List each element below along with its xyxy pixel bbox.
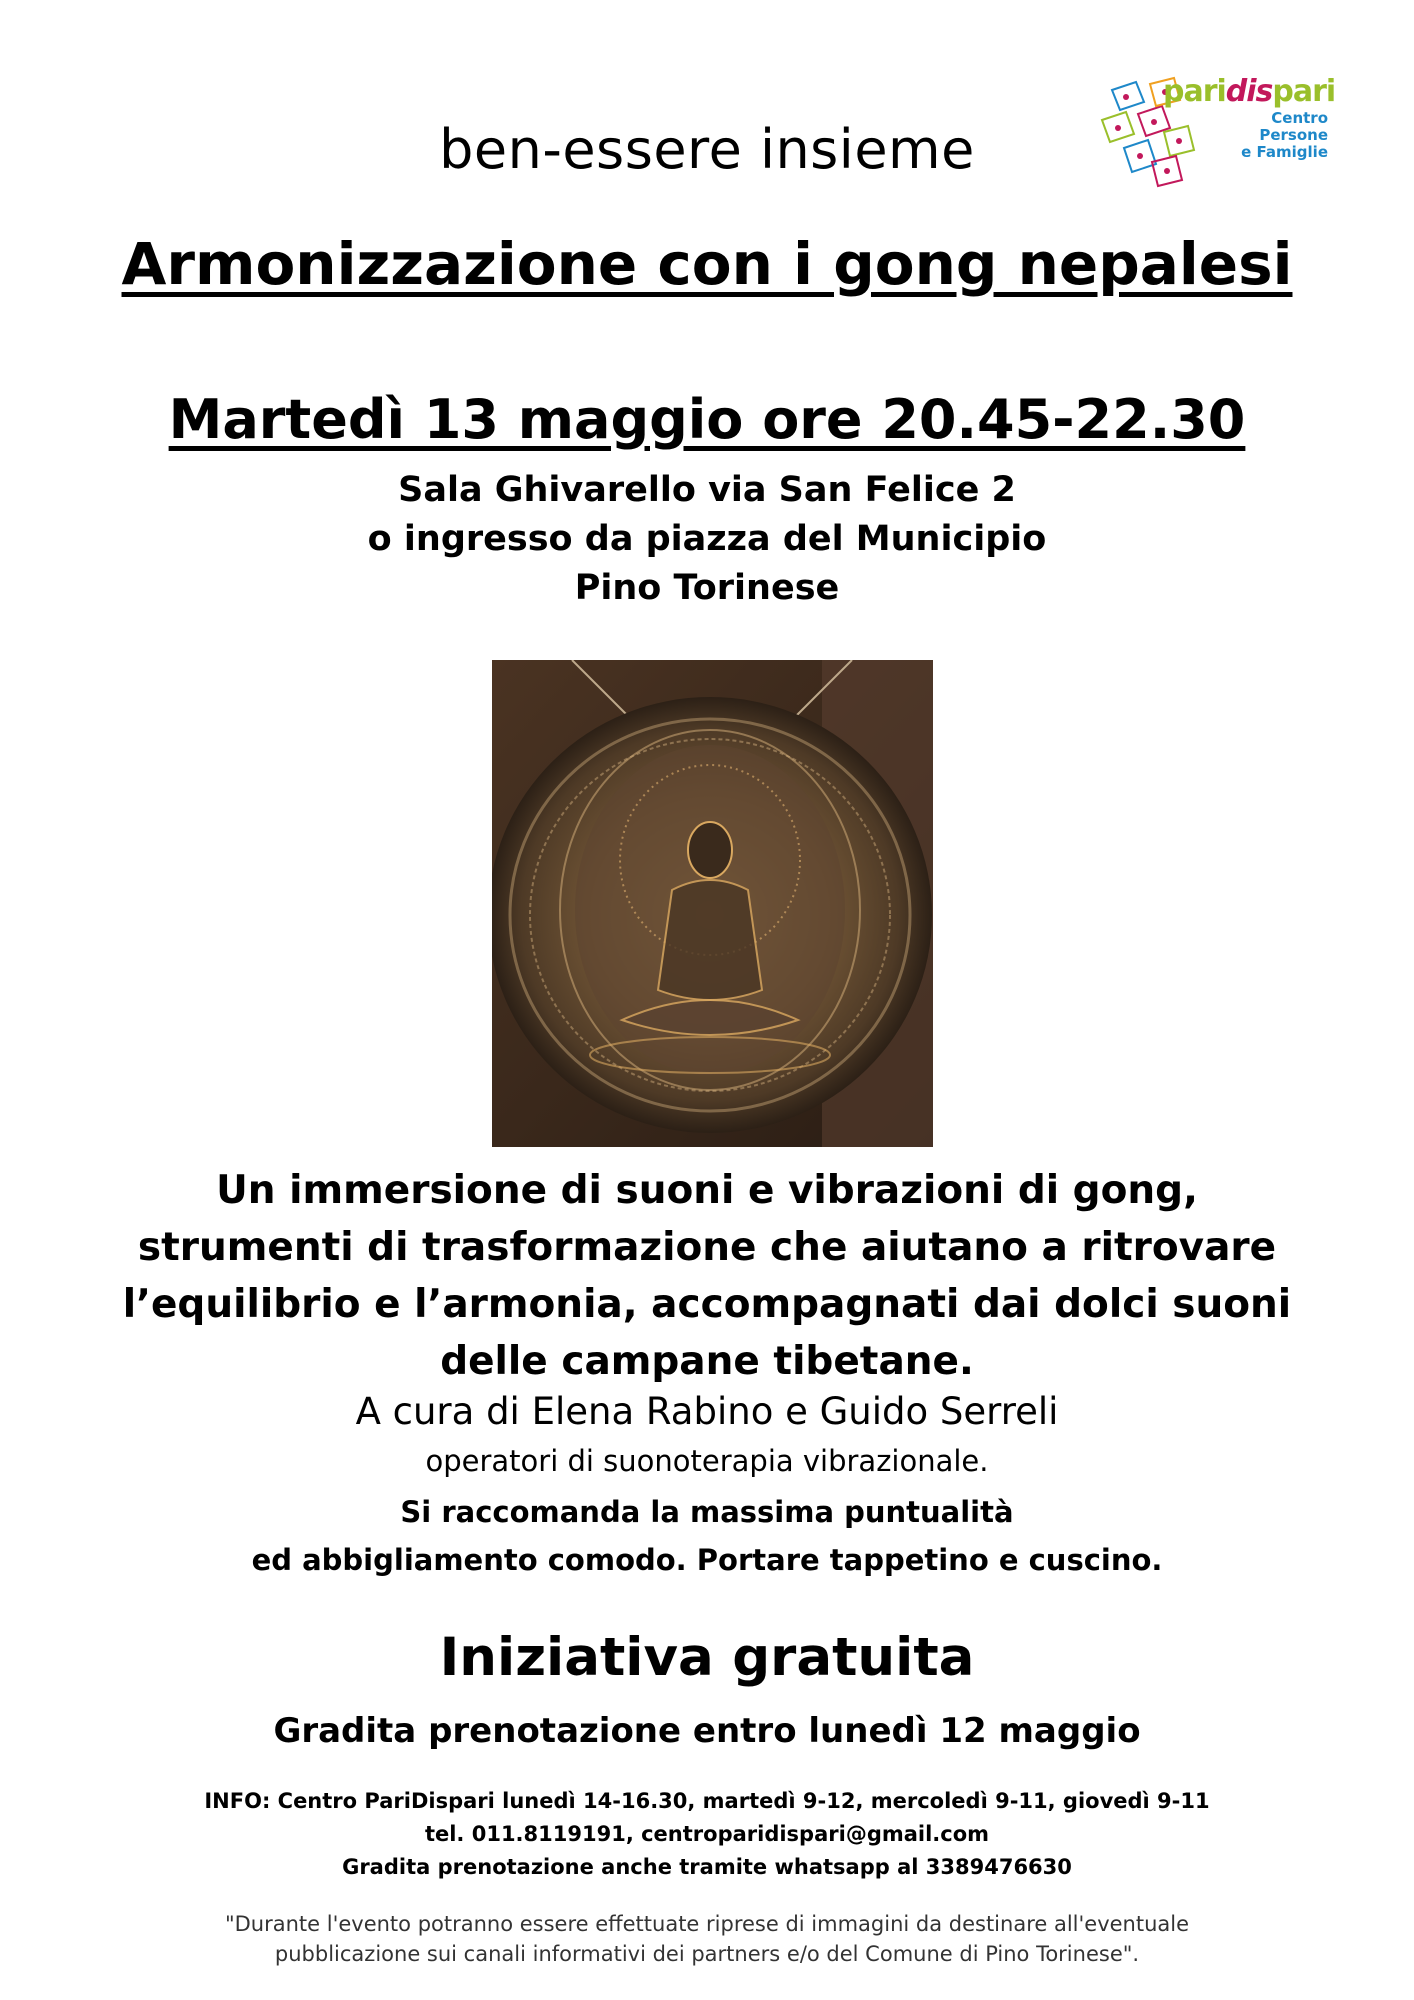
event-title: Armonizzazione con i gong nepalesi	[121, 230, 1293, 298]
event-venue	[0, 466, 1414, 613]
description-line: l’equilibrio e l’armonia, accompagnati dai dolci suoni	[122, 1282, 1292, 1327]
logo-subtitle: Centro Persone e Famiglie	[1241, 109, 1328, 161]
note-line: ed abbigliamento comodo. Portare tappetino e cuscino.	[251, 1543, 1163, 1577]
contact-info	[0, 1785, 1414, 1884]
logo-wordmark: paridispari	[1163, 74, 1336, 109]
curator-role: operatori di suonoterapia vibrazionale.	[425, 1444, 989, 1478]
tagline: ben-essere insieme	[439, 118, 975, 181]
info-line: Gradita prenotazione anche tramite whatsapp al 3389476630	[342, 1855, 1072, 1879]
disclaimer	[0, 1909, 1414, 1969]
gong-photo	[492, 660, 933, 1147]
event-description	[0, 1162, 1414, 1390]
description-line: Un immersione di suoni e vibrazioni di gong,	[216, 1168, 1198, 1213]
venue-line: Pino Torinese	[574, 568, 840, 608]
info-line: tel. 011.8119191, centroparidispari@gmail.com	[424, 1822, 990, 1846]
event-date: Martedì 13 maggio ore 20.45-22.30	[168, 388, 1246, 451]
curator: A cura di Elena Rabino e Guido Serreli	[355, 1390, 1059, 1433]
free-event-heading: Iniziativa gratuita	[439, 1627, 975, 1688]
disclaimer-line: "Durante l'evento potranno essere effettuate riprese di immagini da destinare all'eventuale	[224, 1912, 1190, 1936]
recommendations	[0, 1488, 1414, 1584]
description-line: strumenti di trasformazione che aiutano a ritrovare	[137, 1225, 1277, 1270]
venue-line: Sala Ghivarello via San Felice 2	[398, 470, 1016, 510]
info-line: INFO: Centro PariDispari lunedì 14-16.30, martedì 9-12, mercoledì 9-11, giovedì 9-11	[204, 1789, 1210, 1813]
disclaimer-line: pubblicazione sui canali informativi dei partners e/o del Comune di Pino Torinese".	[274, 1942, 1140, 1966]
booking-deadline: Gradita prenotazione entro lunedì 12 maggio	[273, 1711, 1141, 1751]
description-line: delle campane tibetane.	[440, 1339, 974, 1384]
venue-line: o ingresso da piazza del Municipio	[367, 519, 1047, 559]
note-line: Si raccomanda la massima puntualità	[400, 1495, 1014, 1529]
